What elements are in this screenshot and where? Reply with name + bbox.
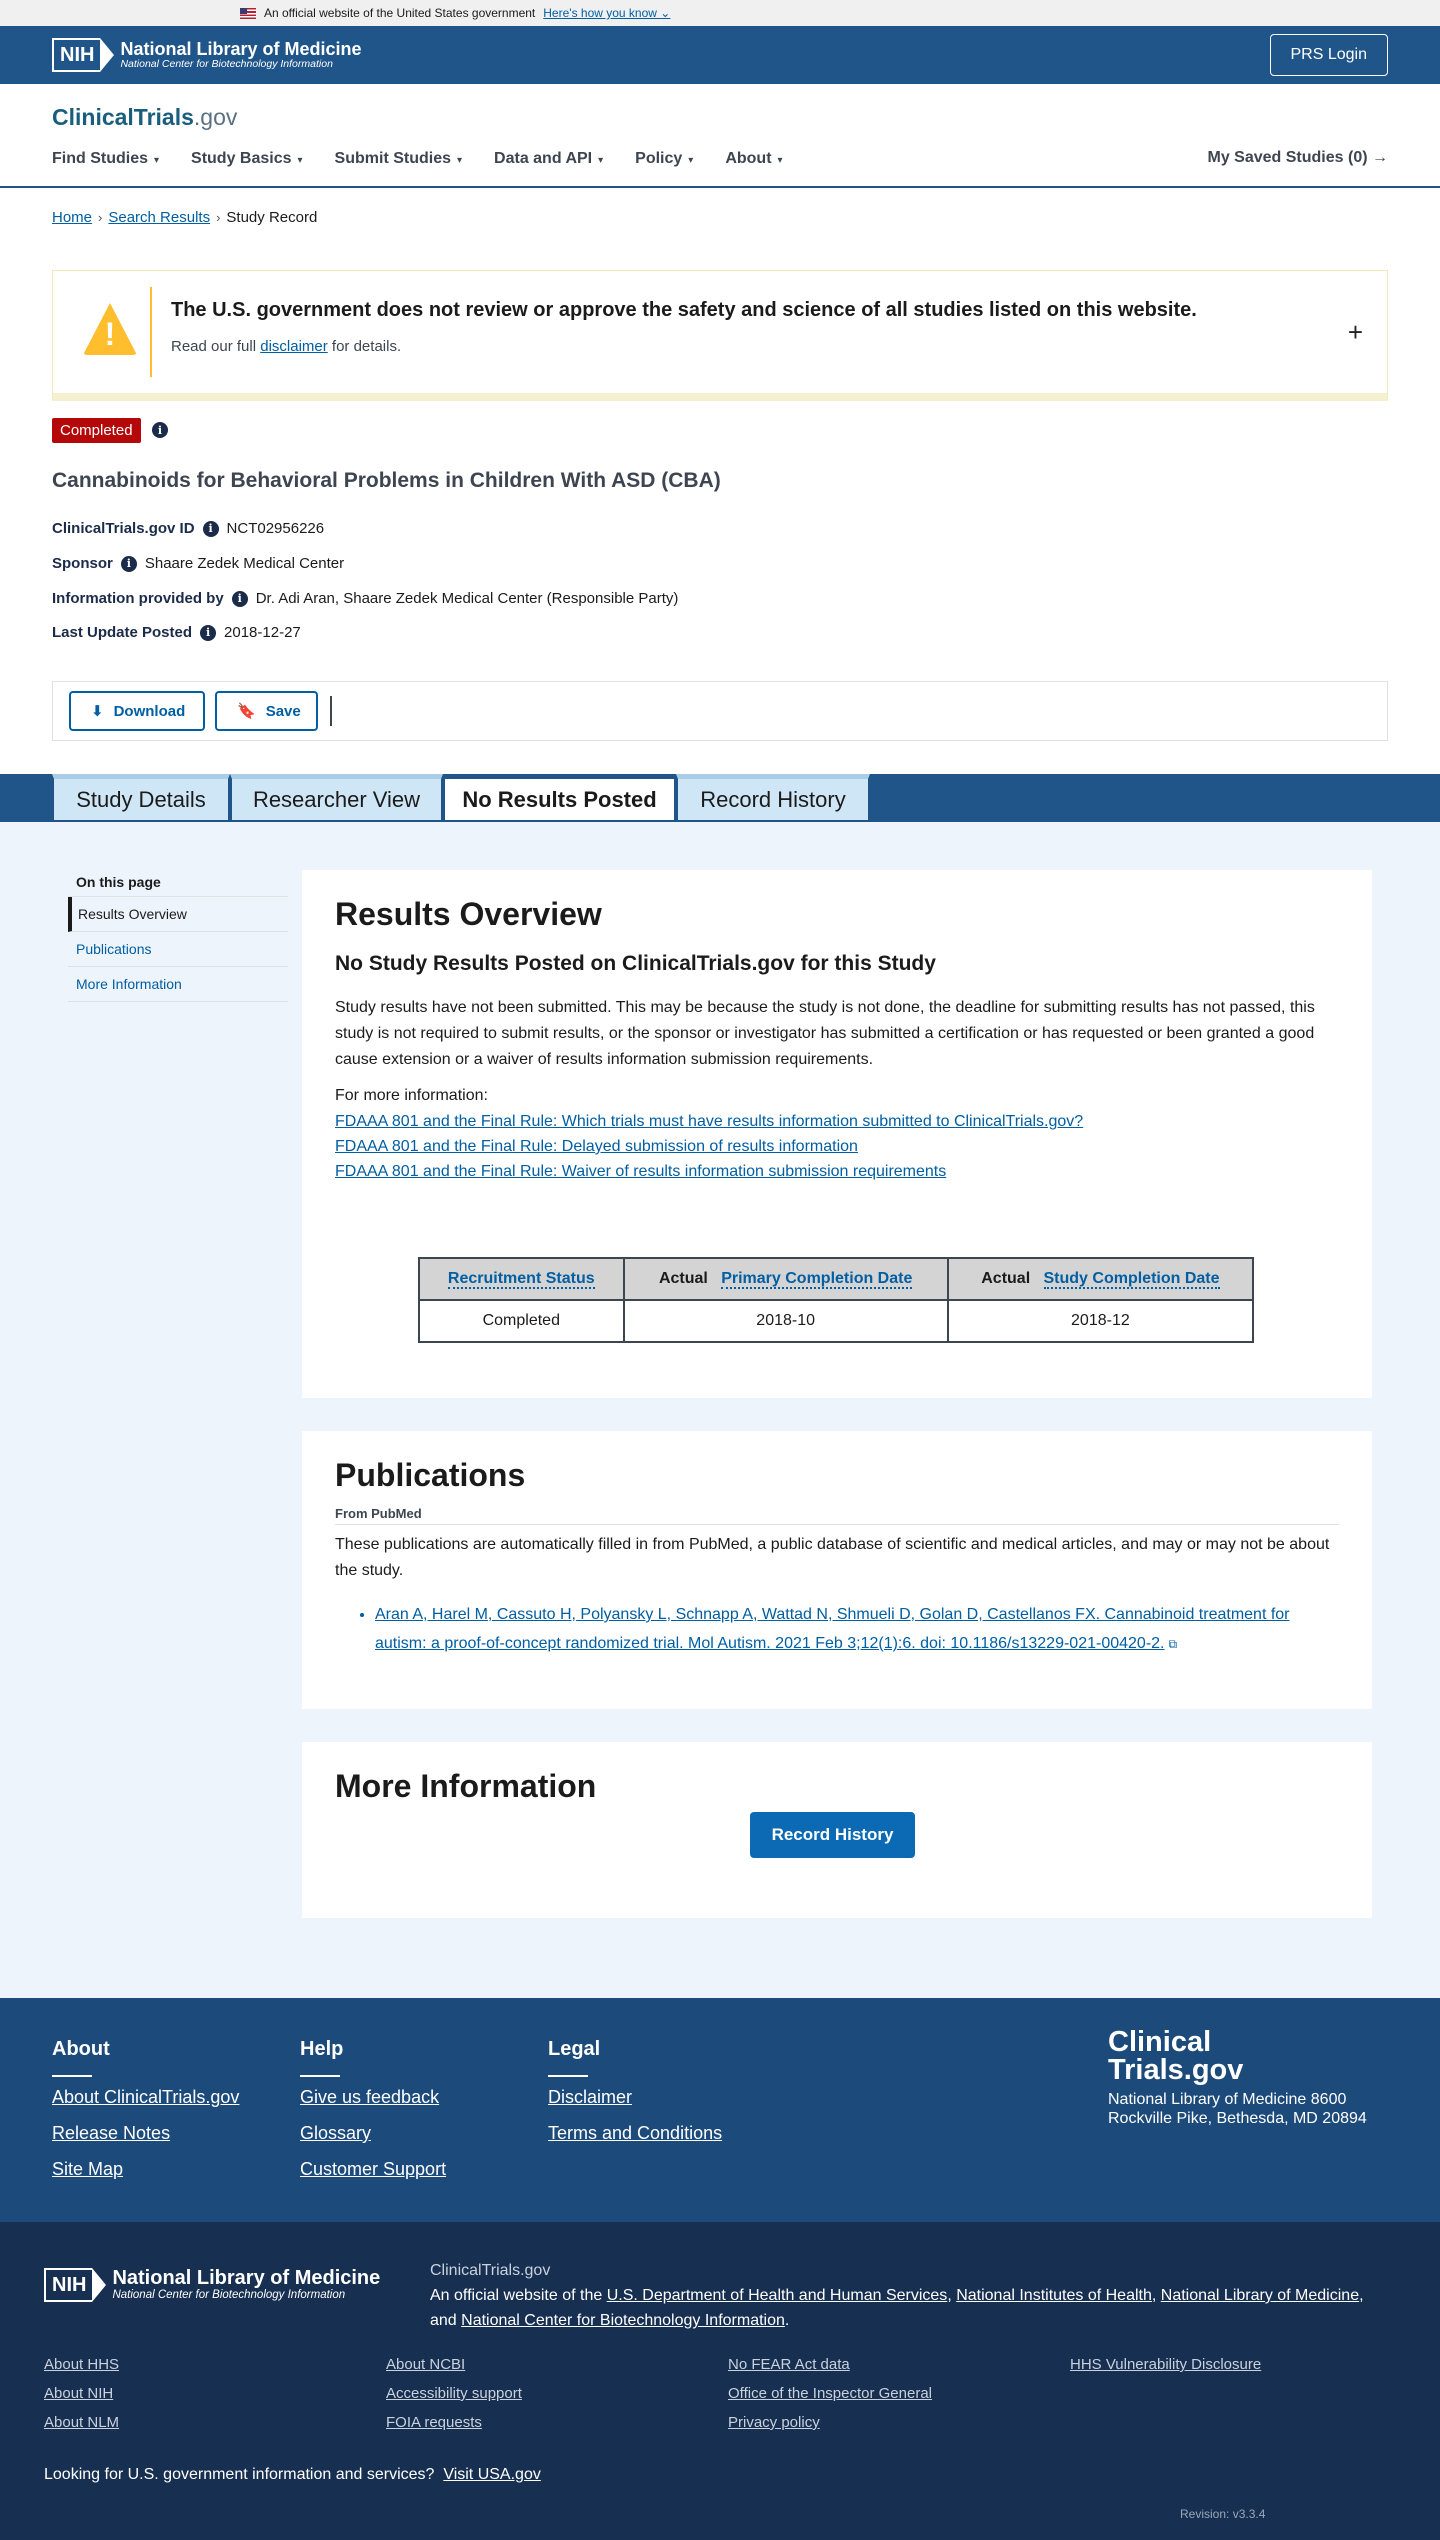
no-results-subheading: No Study Results Posted on ClinicalTrials.gov for this Study xyxy=(335,952,936,975)
more-info-heading: More Information xyxy=(335,1768,597,1804)
footer-link[interactable]: Terms and Conditions xyxy=(548,2123,723,2143)
info-icon[interactable]: i xyxy=(200,625,216,641)
tab-study-details[interactable]: Study Details xyxy=(52,774,230,822)
nav-study-basics[interactable]: Study Basics ▾ xyxy=(191,150,303,167)
footer-links-col4 xyxy=(1070,2356,1261,2385)
footer-link[interactable]: Privacy policy xyxy=(728,2414,820,2431)
recruitment-status-term[interactable]: Recruitment Status xyxy=(447,1270,595,1287)
study-completion-term[interactable]: Study Completion Date xyxy=(1043,1270,1220,1287)
breadcrumb-search-results[interactable]: Search Results xyxy=(108,209,211,226)
sponsor-value: Shaare Zedek Medical Center xyxy=(144,555,345,572)
footer-link[interactable]: About NCBI xyxy=(386,2356,466,2373)
info-provided-value: Dr. Adi Aran, Shaare Zedek Medical Center (Responsible Party) xyxy=(255,590,679,607)
completion-table xyxy=(418,1257,1254,1343)
table-cell: 2018-10 xyxy=(624,1300,948,1342)
fdaaa-link-which-trials[interactable]: FDAAA 801 and the Final Rule: Which trials must have results information submitted to ClinicalTrials.gov? xyxy=(335,1113,1084,1130)
footer-links-col1 xyxy=(44,2356,119,2443)
expand-plus-icon[interactable]: + xyxy=(1347,317,1363,347)
bookmark-icon: 🔖 xyxy=(237,703,256,720)
meta-sponsor xyxy=(52,555,344,572)
table-header-recruitment xyxy=(419,1258,624,1300)
ct-logo[interactable]: ClinicalTrials.gov xyxy=(52,104,238,130)
footer-ct-logo[interactable]: Clinical Trials.gov xyxy=(1108,2026,1244,2087)
table-cell: Completed xyxy=(419,1300,624,1342)
hhs-link[interactable]: U.S. Department of Health and Human Services xyxy=(606,2287,948,2304)
chevron-down-icon: ▾ xyxy=(598,155,604,166)
on-this-page-nav xyxy=(68,868,288,1002)
external-link-icon: ⧉ xyxy=(1168,1637,1178,1651)
tab-record-history[interactable]: Record History xyxy=(676,774,870,822)
tab-researcher-view[interactable]: Researcher View xyxy=(230,774,443,822)
divider xyxy=(330,696,332,726)
action-bar xyxy=(52,681,1388,741)
footer-links-col2 xyxy=(386,2356,522,2443)
publications-body: These publications are automatically filled in from PubMed, a public database of scientific and medical articles, and may or may not be about the study. xyxy=(335,1536,1330,1579)
footer-legal xyxy=(548,2038,722,2159)
last-update-value: 2018-12-27 xyxy=(224,624,301,641)
footer-bottom xyxy=(0,2222,1440,2540)
meta-id xyxy=(52,520,324,537)
nav-data-and-api[interactable]: Data and API ▾ xyxy=(494,150,604,167)
from-pubmed: From PubMed xyxy=(335,1506,1339,1525)
nlm-logo[interactable] xyxy=(52,38,362,72)
disclaimer-alert xyxy=(52,270,1388,401)
disclaimer-link[interactable]: disclaimer xyxy=(260,338,328,355)
footer-about-heading: About xyxy=(52,2038,110,2060)
more-info-label: For more information: xyxy=(335,1087,488,1104)
heres-how-you-know-link[interactable]: Here's how you know ⌄ xyxy=(543,6,671,20)
my-saved-studies-link[interactable]: My Saved Studies (0) → xyxy=(1207,149,1388,166)
id-label: ClinicalTrials.gov ID xyxy=(52,520,195,537)
footer-link[interactable]: Release Notes xyxy=(52,2123,171,2143)
results-overview-card xyxy=(302,870,1372,1398)
gov-banner xyxy=(0,0,1440,26)
footer-nlm-logo[interactable]: NIH National Library of Medicine National Center for Biotechnology Information xyxy=(44,2268,380,2302)
fdaaa-link-waiver[interactable]: FDAAA 801 and the Final Rule: Waiver of results information submission requirements xyxy=(335,1163,947,1180)
footer-link[interactable]: Give us feedback xyxy=(300,2087,440,2107)
chevron-down-icon: ▾ xyxy=(154,155,160,166)
publication-item[interactable]: • Aran A, Harel M, Cassuto H, Polyansky L, Schnapp A, Wattad N, Shmueli D, Golan D, Castellanos FX. Cannabinoid treatment for autism: a proof-of-concept randomized trial. Mol Autism. 2021 Feb 3;12(1):6. doi: 10.1186/s13229-021-00420-2. ⧉ xyxy=(375,1600,1339,1659)
info-icon[interactable]: i xyxy=(203,521,219,537)
table-cell: 2018-12 xyxy=(948,1300,1253,1342)
info-icon[interactable]: i xyxy=(121,556,137,572)
primary-completion-term[interactable]: Primary Completion Date xyxy=(721,1270,913,1287)
footer-link[interactable]: Office of the Inspector General xyxy=(728,2385,933,2402)
official-website-text: ClinicalTrials.gov An official website of the U.S. Department of Health and Human Services, National Institutes of Health, National Library of Medicine, and National Center for Biotechnology Information. xyxy=(430,2262,1364,2329)
warning-exclamation: ! xyxy=(104,316,116,352)
publications-heading: Publications xyxy=(335,1457,526,1493)
sponsor-label: Sponsor xyxy=(52,555,113,572)
footer-link[interactable]: Glossary xyxy=(300,2123,372,2143)
id-value: NCT02956226 xyxy=(226,520,325,537)
nav-policy[interactable]: Policy ▾ xyxy=(635,150,694,167)
footer-link[interactable]: Site Map xyxy=(52,2159,124,2179)
visit-usa-gov-link[interactable]: Visit USA.gov xyxy=(443,2466,541,2483)
nih-logo-box: NIH xyxy=(52,38,100,72)
disclaimer-title: The U.S. government does not review or approve the safety and science of all studies listed on this website. xyxy=(171,299,1197,321)
chevron-down-icon: ⌄ xyxy=(660,6,671,20)
footer-link[interactable]: Customer Support xyxy=(300,2159,447,2179)
breadcrumb-home[interactable]: Home xyxy=(52,209,93,226)
nih-header xyxy=(0,26,1440,84)
record-history-button[interactable]: Record History xyxy=(750,1812,915,1858)
chevron-down-icon: ▾ xyxy=(457,155,463,166)
download-icon: ⬇ xyxy=(91,703,104,720)
chevron-down-icon: ▾ xyxy=(688,155,694,166)
arrow-right-icon: → xyxy=(1372,149,1388,166)
fdaaa-link-delayed[interactable]: FDAAA 801 and the Final Rule: Delayed submission of results information xyxy=(335,1138,858,1155)
disclaimer-text: Read our full disclaimer for details. xyxy=(171,338,402,355)
chevron-right-icon: › xyxy=(216,210,221,225)
status-badge: Completed xyxy=(52,418,141,443)
nav-find-studies[interactable]: Find Studies ▾ xyxy=(52,150,160,167)
footer-help-heading: Help xyxy=(300,2038,344,2060)
sidenav-item-more-information[interactable]: More Information xyxy=(68,967,288,1002)
info-icon[interactable]: i xyxy=(232,591,248,607)
footer-link[interactable]: HHS Vulnerability Disclosure xyxy=(1070,2356,1262,2373)
footer-link[interactable]: Accessibility support xyxy=(386,2385,522,2402)
ncbi-subtitle: National Center for Biotechnology Information xyxy=(120,57,333,70)
table-header-primary: Actual Primary Completion Date xyxy=(624,1258,948,1300)
ct-header xyxy=(0,84,1440,188)
footer-link[interactable]: No FEAR Act data xyxy=(728,2356,850,2373)
chevron-down-icon: ▾ xyxy=(777,155,783,166)
meta-last-update xyxy=(52,624,301,641)
more-information-card xyxy=(302,1742,1372,1918)
footer-link[interactable]: About NIH xyxy=(44,2385,114,2402)
footer-link[interactable]: About ClinicalTrials.gov xyxy=(52,2087,240,2107)
footer-address: National Library of Medicine 8600 Rockville Pike, Bethesda, MD 20894 xyxy=(1108,2090,1367,2127)
sidenav-heading: On this page xyxy=(68,868,288,897)
results-body: Study results have not been submitted. This may be because the study is not done, the deadline for submitting results has not passed, this study is not required to submit results, or the sponsor or investigator has submitted a certification or has requested or been granted a good cause extension or a waiver of results information submission requirements. xyxy=(335,999,1315,1068)
last-update-label: Last Update Posted xyxy=(52,624,193,641)
usa-gov-line: Looking for U.S. government information and services? Visit USA.gov xyxy=(44,2466,541,2483)
us-flag-icon xyxy=(240,8,256,19)
main-nav xyxy=(52,150,783,168)
table-row xyxy=(419,1300,1253,1342)
save-button[interactable]: 🔖 Save xyxy=(215,691,318,731)
footer-help xyxy=(300,2038,446,2195)
publications-card xyxy=(302,1431,1372,1709)
footer-links-col3 xyxy=(728,2356,932,2443)
breadcrumb-current: Study Record xyxy=(226,209,318,226)
footer-top xyxy=(0,1998,1440,2222)
ncbi-link[interactable]: National Center for Biotechnology Information xyxy=(461,2312,785,2329)
nav-submit-studies[interactable]: Submit Studies ▾ xyxy=(334,150,463,167)
footer-legal-heading: Legal xyxy=(548,2038,601,2060)
table-header-study: Actual Study Completion Date xyxy=(948,1258,1253,1300)
nlm-link[interactable]: National Library of Medicine xyxy=(1160,2287,1360,2304)
study-title: Cannabinoids for Behavioral Problems in Children With ASD (CBA) xyxy=(52,469,721,492)
chevron-down-icon: ▾ xyxy=(297,155,303,166)
footer-ct-brand xyxy=(1108,2028,1368,2128)
download-button[interactable]: ⬇ Download xyxy=(69,691,205,731)
footer-link[interactable]: Disclaimer xyxy=(548,2087,633,2107)
sidenav-item-publications[interactable]: Publications xyxy=(68,932,288,967)
footer-link[interactable]: About HHS xyxy=(44,2356,120,2373)
footer-link[interactable]: FOIA requests xyxy=(386,2414,482,2431)
prs-login-button[interactable]: PRS Login xyxy=(1270,34,1389,76)
gov-banner-text: An official website of the United States government xyxy=(264,6,536,20)
info-icon[interactable]: i xyxy=(152,422,168,438)
nlm-title: National Library of Medicine xyxy=(120,39,362,60)
info-provided-label: Information provided by xyxy=(52,590,224,607)
nih-link[interactable]: National Institutes of Health xyxy=(956,2287,1152,2304)
results-heading: Results Overview xyxy=(335,896,602,932)
chevron-right-icon: › xyxy=(98,210,103,225)
sidenav-item-results-overview[interactable]: Results Overview xyxy=(68,897,288,932)
breadcrumb xyxy=(52,209,317,226)
footer-link[interactable]: About NLM xyxy=(44,2414,120,2431)
meta-info-provided xyxy=(52,590,678,607)
tab-no-results-posted[interactable]: No Results Posted xyxy=(443,774,676,822)
revision-text: Revision: v3.3.4 xyxy=(1180,2507,1266,2521)
nav-about[interactable]: About ▾ xyxy=(725,150,783,167)
footer-about xyxy=(52,2038,239,2195)
